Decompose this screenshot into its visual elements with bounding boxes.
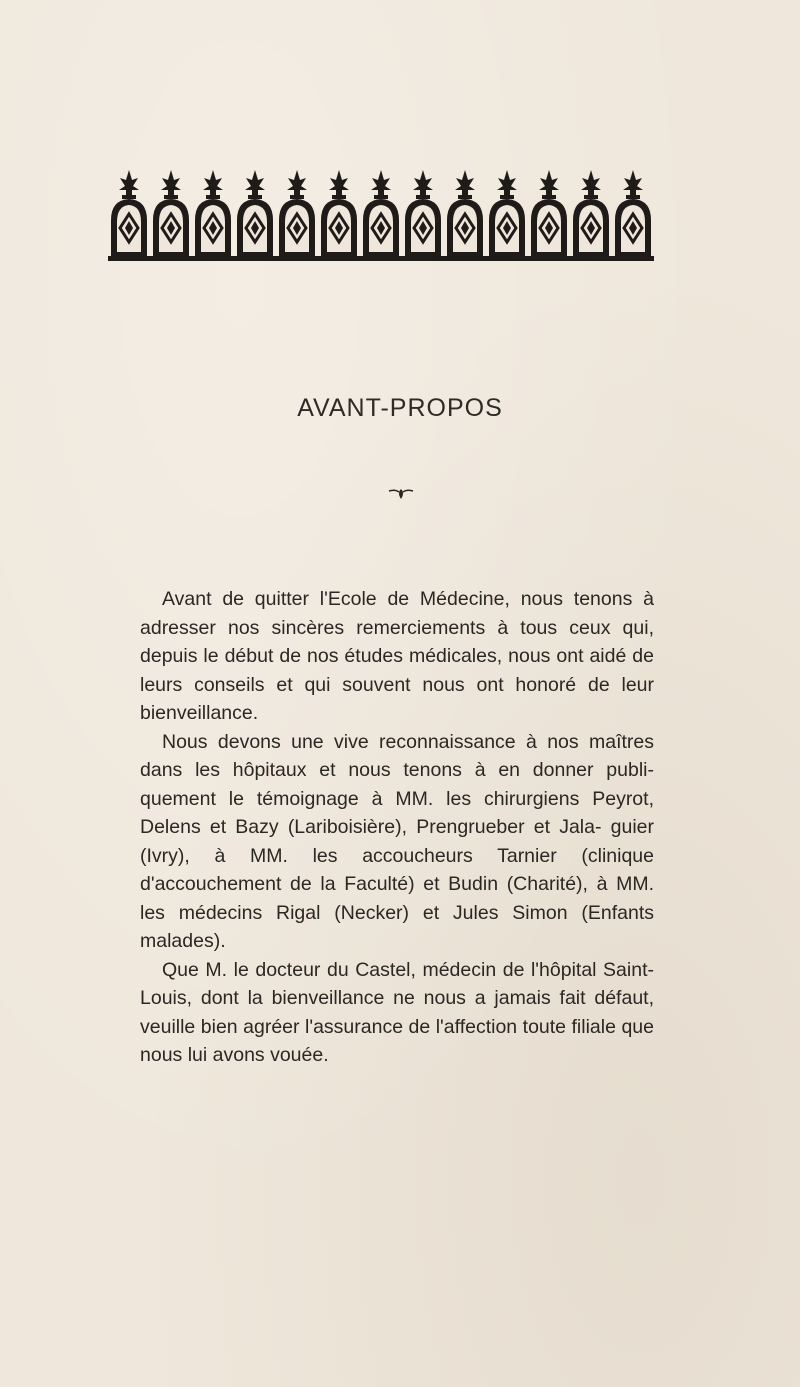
body-text bbox=[140, 585, 654, 1070]
fleuron-icon bbox=[388, 487, 414, 501]
paragraph-2: Nous devons une vive reconnaissance à nos maîtres dans les hôpitaux et nous tenons à en donner publi- quement le témoignage à MM. les chirurgiens Peyrot, Delens et Bazy (Lariboisière), Prengrueber et Jala- guier (Ivry), à MM. les accoucheurs Tarnier (clinique d'accouchement de la Faculté) et Budin (Charité), à MM. les médecins Rigal (Necker) et Jules Simon (Enfants malades). bbox=[140, 730, 654, 952]
fleur-de-lis-arch-band-icon bbox=[108, 168, 654, 262]
page-title: AVANT-PROPOS bbox=[297, 394, 503, 422]
paragraph-3: Que M. le docteur du Castel, médecin de l'hôpital Saint-Louis, dont la bienveillance ne nous a jamais fait défaut, veuille bien agréer l'assurance de l'affection toute filiale que nous lui avons vouée. bbox=[140, 958, 654, 1066]
paragraph-1: Avant de quitter l'Ecole de Médecine, nous tenons à adresser nos sincères remerciements à tous ceux qui, depuis le début de nos études médicales, nous ont aidé de leurs conseils et qui souvent nous ont honoré de leur bienveillance. bbox=[140, 588, 654, 724]
